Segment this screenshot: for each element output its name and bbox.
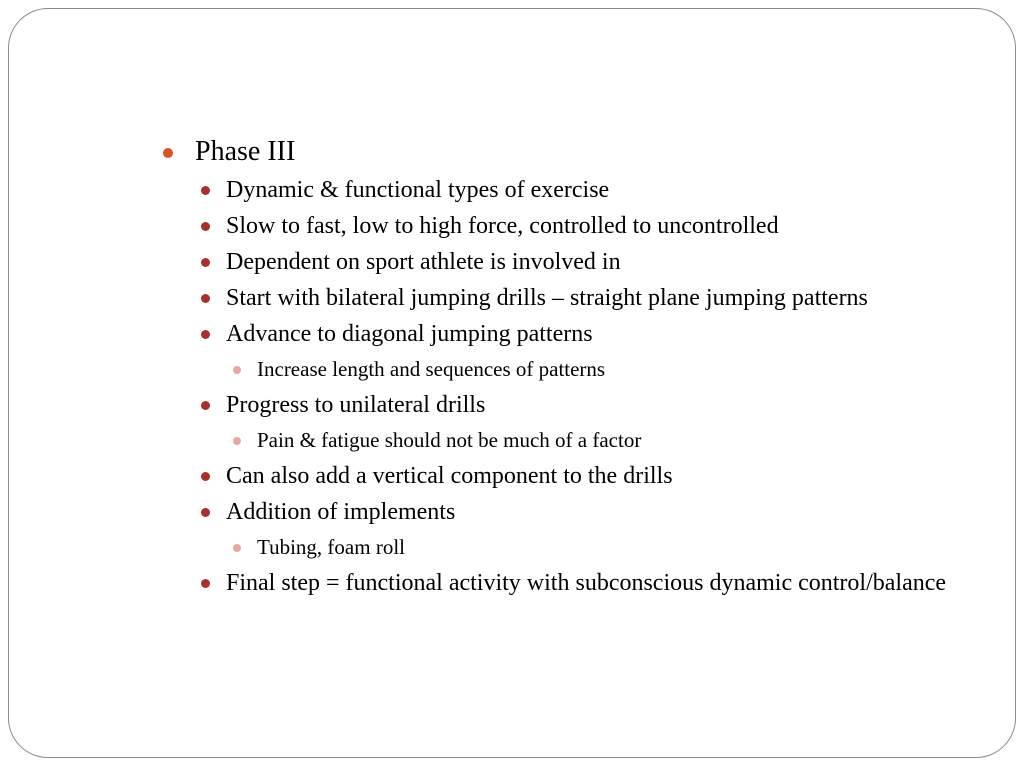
bullet-dot-icon [201, 579, 210, 588]
bullet-item [195, 319, 1009, 349]
bullet-text: Start with bilateral jumping drills – straight plane jumping patterns [226, 285, 868, 311]
sub-bullet-item [226, 426, 1009, 454]
bullet-text: Advance to diagonal jumping patterns [226, 321, 593, 347]
bullet-dot-icon [233, 544, 241, 552]
bullet-item [195, 568, 1009, 598]
bullet-text: Increase length and sequences of patterns [257, 357, 606, 381]
bullet-dot-icon [201, 472, 210, 481]
bullet-dot-icon [201, 294, 210, 303]
bullet-text: Dependent on sport athlete is involved in [226, 249, 621, 275]
bullet-text: Dynamic & functional types of exercise [226, 177, 610, 203]
sub-bullet-item [226, 533, 1009, 561]
sub-bullet-item [226, 355, 1009, 383]
bullet-item [195, 497, 1009, 527]
bullet-dot-icon [201, 401, 210, 410]
bullet-text: Phase III [195, 136, 296, 167]
bullet-dot-icon [233, 366, 241, 374]
bullet-text: Addition of implements [226, 499, 456, 525]
bullet-item [195, 461, 1009, 491]
bullet-dot-icon [201, 222, 210, 231]
bullet-dot-icon [163, 148, 173, 158]
bullet-dot-icon [201, 186, 210, 195]
bullet-item [195, 390, 1009, 420]
bullet-text: Progress to unilateral drills [226, 392, 486, 418]
bullet-item-phase-iii [159, 133, 1009, 171]
bullet-dot-icon [201, 508, 210, 517]
bullet-dot-icon [233, 437, 241, 445]
bullet-item [195, 283, 1009, 313]
bullet-dot-icon [201, 330, 210, 339]
bullet-text: Can also add a vertical component to the drills [226, 463, 673, 489]
bullet-list [159, 133, 1009, 604]
bullet-item [195, 247, 1009, 277]
bullet-text: Pain & fatigue should not be much of a factor [257, 428, 642, 452]
bullet-item [195, 211, 1009, 241]
bullet-text: Slow to fast, low to high force, controlled to uncontrolled [226, 213, 779, 239]
bullet-text: Final step = functional activity with subconscious dynamic control/balance [226, 570, 947, 596]
slide-frame [8, 8, 1016, 758]
bullet-text: Tubing, foam roll [257, 535, 405, 559]
bullet-item [195, 175, 1009, 205]
bullet-dot-icon [201, 258, 210, 267]
